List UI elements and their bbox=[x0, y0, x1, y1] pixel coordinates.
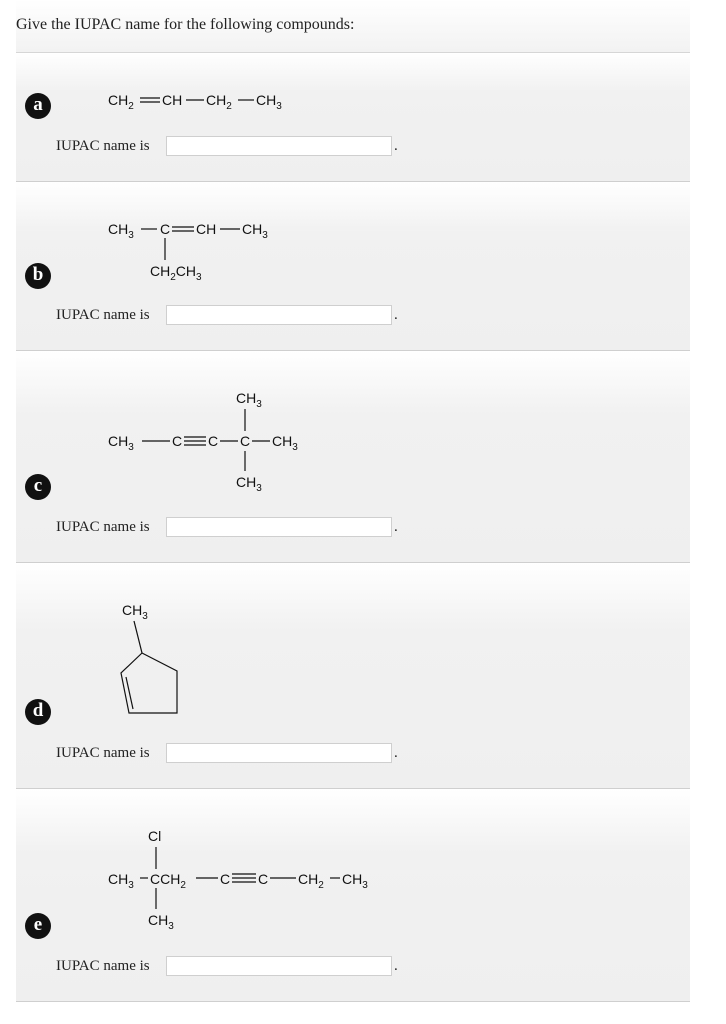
svg-text:CH3: $CH_3$ bbox=[108, 433, 134, 453]
iupac-name-input-c[interactable] bbox=[166, 517, 392, 537]
atom-label: CH bbox=[108, 221, 129, 237]
answer-period: . bbox=[394, 519, 398, 535]
answer-label-c: IUPAC name is bbox=[56, 519, 150, 535]
atom-label: CH bbox=[148, 912, 169, 928]
svg-text:CH2: $CH_2$ bbox=[108, 92, 134, 112]
atom-label: CH bbox=[162, 92, 183, 108]
atom-label: CCH bbox=[150, 871, 181, 887]
atom-label: C bbox=[160, 221, 171, 237]
atom-label: CH bbox=[342, 871, 363, 887]
svg-text:CH2: $CH_2$ bbox=[206, 92, 232, 112]
answer-label-e: IUPAC name is bbox=[56, 958, 150, 974]
answer-label-b: IUPAC name is bbox=[56, 307, 150, 323]
atom-label: CH bbox=[236, 390, 257, 406]
atom-label: CH bbox=[196, 221, 217, 237]
atom-label: CH bbox=[242, 221, 263, 237]
atom-label: CH bbox=[236, 474, 257, 490]
svg-text:CH3: $CH_3$ bbox=[236, 390, 262, 410]
question-badge-b: b bbox=[25, 263, 51, 289]
question-badge-c: c bbox=[25, 474, 51, 500]
atom-label: C bbox=[172, 433, 183, 449]
svg-text:CH3: $CH_3$ bbox=[272, 433, 298, 453]
svg-text:CH3: $CH_3$ bbox=[236, 474, 262, 494]
svg-text:CH3: $CH_3$ bbox=[122, 602, 148, 622]
question-prompt: Give the IUPAC name for the following compounds: bbox=[16, 16, 355, 33]
atom-label: CH bbox=[206, 92, 227, 108]
question-badge-e: e bbox=[25, 913, 51, 939]
atom-label: CH bbox=[122, 602, 143, 618]
answer-period: . bbox=[394, 138, 398, 154]
answer-label-a: IUPAC name is bbox=[56, 138, 150, 154]
structure-a bbox=[104, 83, 404, 123]
atom-label: C bbox=[240, 433, 251, 449]
svg-text:CH3: $CH_3$ bbox=[108, 221, 134, 241]
svg-text:CH3: $CH_3$ bbox=[148, 912, 174, 932]
svg-text:CH2: $CH_2$ bbox=[298, 871, 324, 891]
atom-label: C bbox=[208, 433, 219, 449]
answer-label-d: IUPAC name is bbox=[56, 745, 150, 761]
structure-b bbox=[104, 212, 404, 292]
atom-label: C bbox=[258, 871, 269, 887]
answer-period: . bbox=[394, 307, 398, 323]
question-badge-a: a bbox=[25, 93, 51, 119]
atom-label: C bbox=[220, 871, 231, 887]
structure-d bbox=[104, 593, 304, 723]
atom-label: CH bbox=[272, 433, 293, 449]
svg-text:CH2CH3: $CH_2CH_3$ bbox=[150, 263, 202, 283]
svg-text:CCH2: $CCH_2$ bbox=[150, 871, 186, 891]
question-panel-c bbox=[16, 351, 690, 563]
svg-text:CH3: $CH_3$ bbox=[256, 92, 282, 112]
iupac-name-input-b[interactable] bbox=[166, 305, 392, 325]
atom-label: Cl bbox=[148, 828, 162, 844]
structure-e bbox=[104, 819, 444, 932]
atom-label: CH bbox=[298, 871, 319, 887]
question-panel-b bbox=[16, 182, 690, 351]
atom-label: CH bbox=[150, 263, 171, 279]
structure-c bbox=[104, 381, 424, 494]
answer-period: . bbox=[394, 745, 398, 761]
atom-label: CH bbox=[256, 92, 277, 108]
iupac-name-input-a[interactable] bbox=[166, 136, 392, 156]
question-panel-a bbox=[16, 53, 690, 182]
iupac-name-input-d[interactable] bbox=[166, 743, 392, 763]
question-header bbox=[16, 0, 690, 53]
svg-text:CH3: $CH_3$ bbox=[242, 221, 268, 241]
answer-period: . bbox=[394, 958, 398, 974]
question-panel-d bbox=[16, 563, 690, 789]
question-panel-e bbox=[16, 789, 690, 1002]
svg-text:CH3: $CH_3$ bbox=[342, 871, 368, 891]
svg-text:CH3: $CH_3$ bbox=[108, 871, 134, 891]
iupac-name-input-e[interactable] bbox=[166, 956, 392, 976]
question-badge-d: d bbox=[25, 699, 51, 725]
atom-label: CH bbox=[108, 92, 129, 108]
atom-label: CH bbox=[108, 433, 129, 449]
atom-label: CH bbox=[108, 871, 129, 887]
